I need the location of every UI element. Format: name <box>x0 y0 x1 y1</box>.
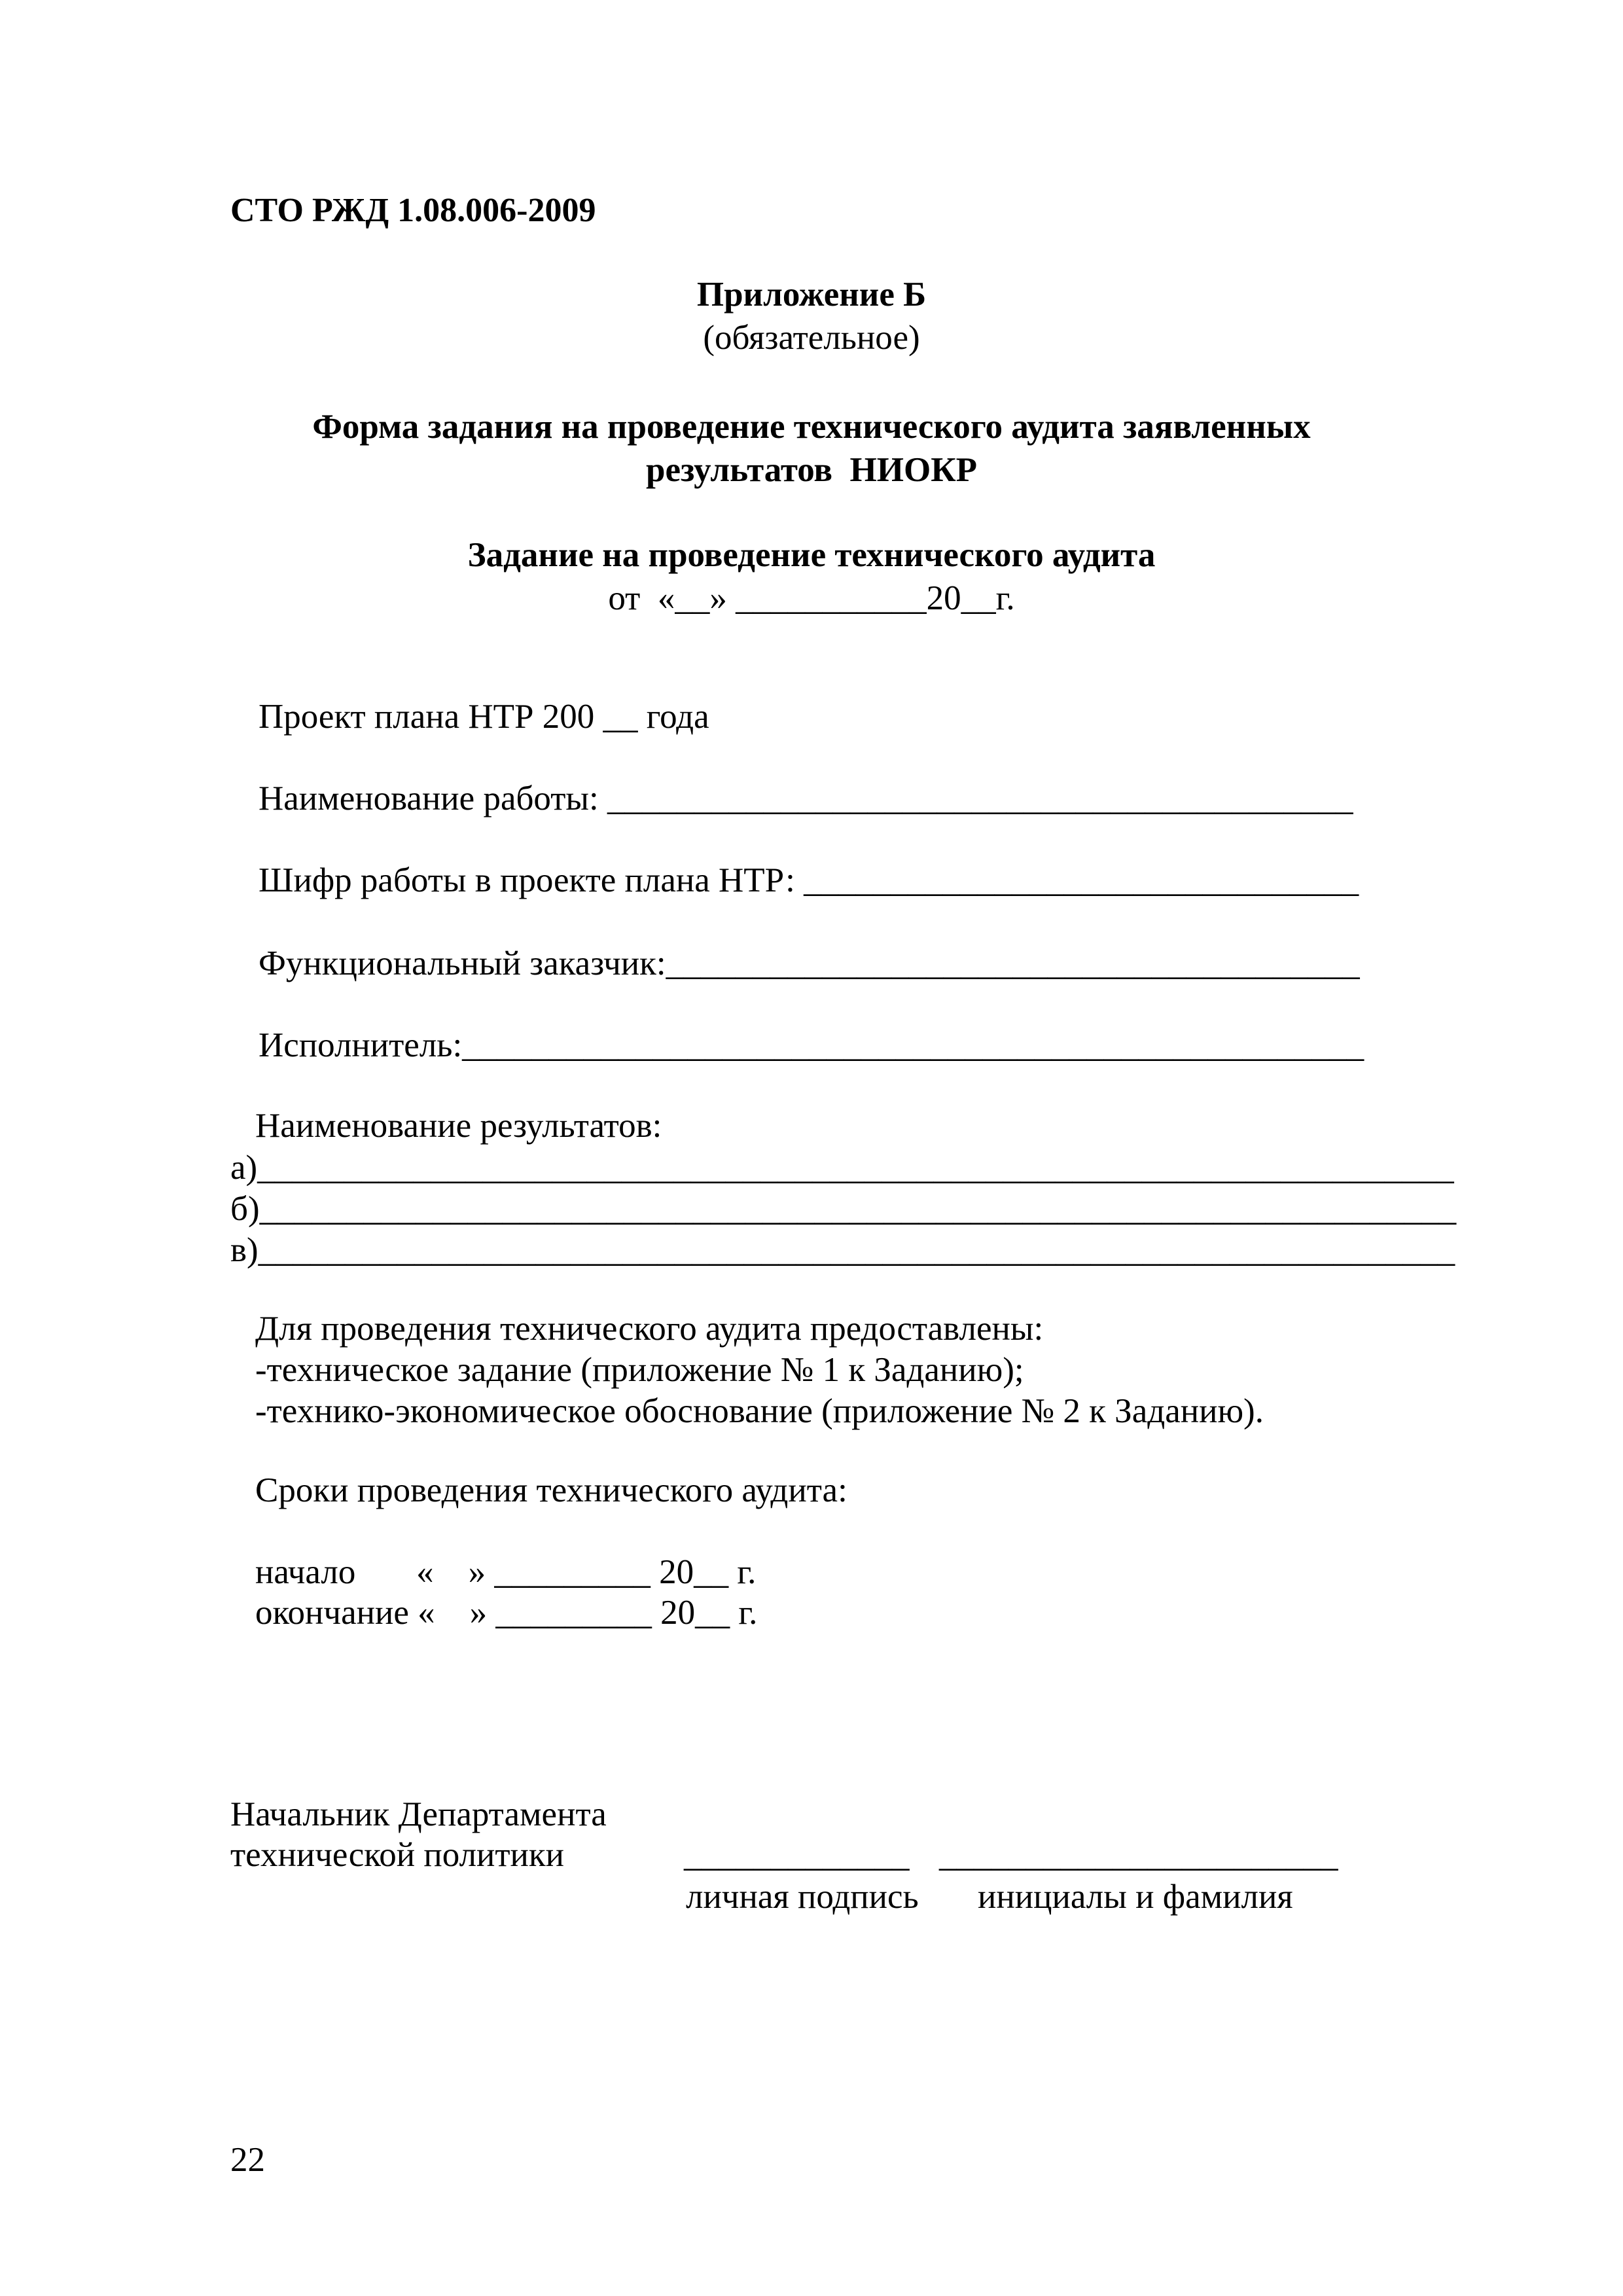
page-number: 22 <box>230 2141 265 2179</box>
term-end: окончание « » _________ 20__ г. <box>255 1594 758 1632</box>
results-heading: Наименование результатов: <box>255 1107 662 1145</box>
customer-field: Функциональный заказчик:________________________________________ <box>259 944 1360 982</box>
name-blank: _______________________ <box>939 1836 1338 1874</box>
form-title-line-2: результатов НИОКР <box>645 451 978 489</box>
signature-caption: личная подпись <box>686 1878 919 1916</box>
signatory-position-line-2: технической политики <box>230 1836 565 1874</box>
assignment-date-line: от «__» ___________20__г. <box>608 579 1015 617</box>
signatory-position-line-1: Начальник Департамента <box>230 1795 607 1833</box>
result-line-a: а)_____________________________________________________________________ <box>230 1149 1454 1187</box>
appendix-title: Приложение Б <box>696 276 927 314</box>
terms-heading: Сроки проведения технического аудита: <box>255 1471 847 1509</box>
result-line-b: б)_____________________________________________________________________ <box>230 1190 1457 1228</box>
provided-item-1: -техническое задание (приложение № 1 к Заданию); <box>255 1351 1024 1389</box>
provided-item-2: -технико-экономическое обоснование (приложение № 2 к Заданию). <box>255 1392 1264 1430</box>
document-code: СТО РЖД 1.08.006-2009 <box>230 192 596 229</box>
appendix-status: (обязательное) <box>703 319 920 357</box>
executor-field: Исполнитель:____________________________________________________ <box>259 1026 1364 1064</box>
work-code-field: Шифр работы в проекте плана НТР: ________________________________ <box>259 861 1359 899</box>
work-name-field: Наименование работы: ___________________________________________ <box>259 780 1353 817</box>
result-line-c: в)_____________________________________________________________________ <box>230 1231 1455 1269</box>
form-title-line-1: Форма задания на проведение технического аудита заявленных <box>312 408 1311 446</box>
plan-field: Проект плана НТР 200 __ года <box>259 698 709 736</box>
provided-heading: Для проведения технического аудита предоставлены: <box>255 1310 1044 1348</box>
assignment-title: Задание на проведение технического аудита <box>467 536 1156 574</box>
signature-blank: _____________ <box>684 1836 910 1874</box>
name-caption: инициалы и фамилия <box>978 1878 1293 1916</box>
term-start: начало « » _________ 20__ г. <box>255 1553 757 1591</box>
